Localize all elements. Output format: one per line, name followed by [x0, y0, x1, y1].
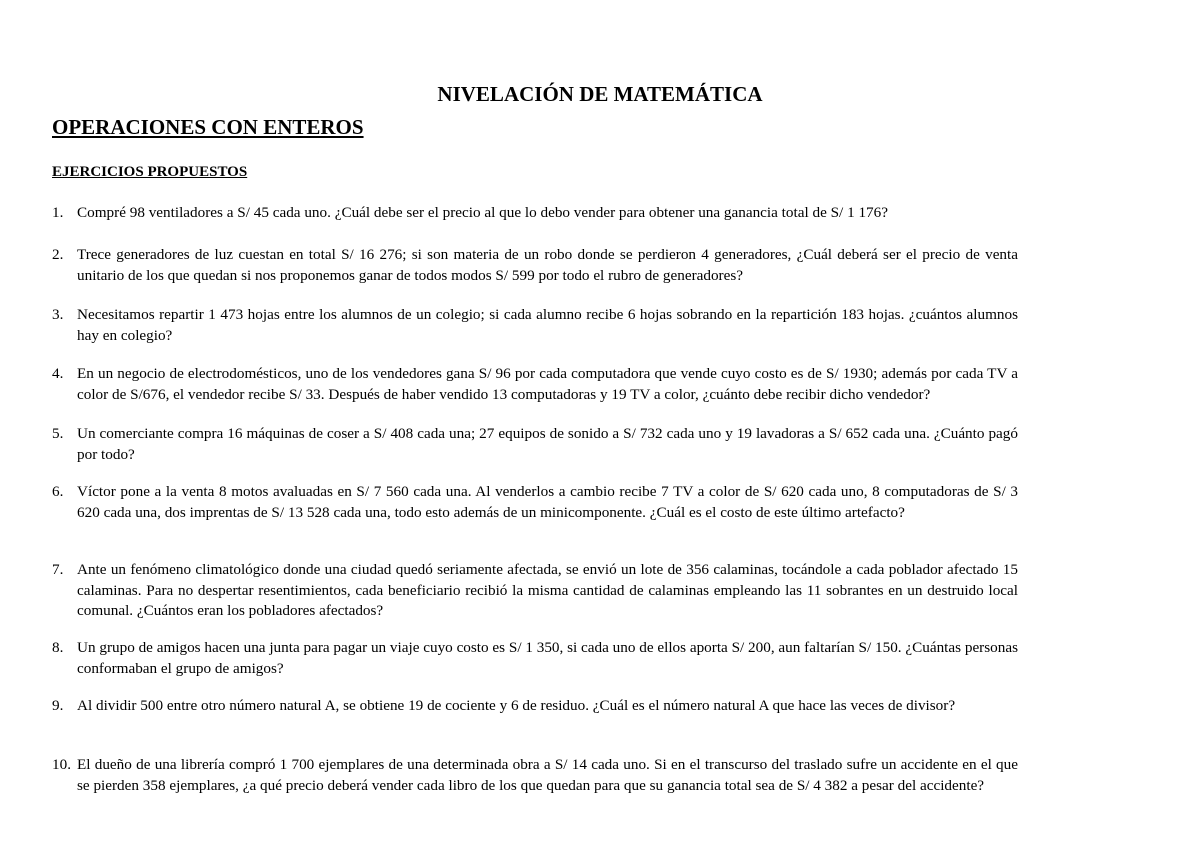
- exercise-text: Necesitamos repartir 1 473 hojas entre los alumnos de un colegio; si cada alumno recibe 6 hojas sobrando en la repartición 183 hojas. ¿cuántos alumnos hay en colegio?: [77, 306, 1018, 344]
- exercise-item: [52, 305, 1018, 346]
- exercise-number: 8.: [52, 639, 64, 656]
- exercise-text: Un comerciante compra 16 máquinas de coser a S/ 408 cada una; 27 equipos de sonido a S/ 732 cada uno y 19 lavadoras a S/ 652 cada una. ¿Cuánto pagó por todo?: [77, 425, 1018, 463]
- exercise-item: [52, 245, 1018, 286]
- exercise-text: Víctor pone a la venta 8 motos avaluadas en S/ 7 560 cada una. Al venderlos a cambio recibe 7 TV a color de S/ 620 cada uno, 8 computadoras de S/ 3 620 cada una, dos imprentas de S/ 13 528 cada una, todo esto además de un minicomponente. ¿Cuál es el costo de este último artefacto?: [77, 483, 1018, 521]
- exercise-number: 2.: [52, 246, 64, 263]
- exercise-number: 10.: [52, 756, 71, 773]
- exercise-number: 5.: [52, 425, 64, 442]
- exercise-number: 6.: [52, 483, 64, 500]
- exercise-item: [52, 560, 1018, 622]
- exercise-text: Compré 98 ventiladores a S/ 45 cada uno. ¿Cuál debe ser el precio al que lo debo vender para obtener una ganancia total de S/ 1 176?: [77, 204, 888, 221]
- exercise-item: [52, 364, 1018, 405]
- exercise-text: Ante un fenómeno climatológico donde una ciudad quedó seriamente afectada, se envió un lote de 356 calaminas, tocándole a cada poblador afectado 15 calaminas. Para no despertar resentimientos, cada beneficiario recibió la misma cantidad de calaminas empleando las 11 sobrantes en un destruido local comunal. ¿Cuántos eran los pobladores afectados?: [77, 561, 1018, 619]
- exercise-number: 4.: [52, 365, 64, 382]
- exercise-text: Al dividir 500 entre otro número natural A, se obtiene 19 de cociente y 6 de residuo. ¿Cuál es el número natural A que hace las veces de divisor?: [77, 697, 956, 714]
- exercise-text: Un grupo de amigos hacen una junta para pagar un viaje cuyo costo es S/ 1 350, si cada uno de ellos aporta S/ 200, aun faltarían S/ 150. ¿Cuántas personas conformaban el grupo de amigos?: [77, 639, 1018, 677]
- exercise-number: 3.: [52, 306, 64, 323]
- exercise-item: [52, 638, 1018, 679]
- exercise-text: En un negocio de electrodomésticos, uno de los vendedores gana S/ 96 por cada computadora que vende cuyo costo es de S/ 1930; además por cada TV a color de S/676, el vendedor recibe S/ 33. Después de haber vendido 13 computadoras y 19 TV a color, ¿cuánto debe recibir dicho vendedor?: [77, 365, 1018, 403]
- exercise-number: 9.: [52, 697, 64, 714]
- document-title: NIVELACIÓN DE MATEMÁTICA: [437, 82, 763, 106]
- exercise-item: [52, 424, 1018, 465]
- subsection-heading: EJERCICIOS PROPUESTOS: [52, 164, 248, 180]
- section-heading: OPERACIONES CON ENTEROS: [52, 115, 364, 139]
- exercise-item: [52, 482, 1018, 523]
- exercise-text: Trece generadores de luz cuestan en total S/ 16 276; si son materia de un robo donde se perdieron 4 generadores, ¿Cuál deberá ser el precio de venta unitario de los que quedan si nos proponemos ganar de todos modos S/ 599 por todo el rubro de generadores?: [77, 246, 1018, 284]
- exercise-text: El dueño de una librería compró 1 700 ejemplares de una determinada obra a S/ 14 cada uno. Si en el transcurso del traslado sufre un accidente en el que se pierden 358 ejemplares, ¿a qué precio deberá vender cada libro de los que quedan para que su ganancia total sea de S/ 4 382 a pesar del accidente?: [77, 756, 1018, 794]
- exercise-item: [52, 203, 1018, 224]
- exercise-number: 1.: [52, 204, 64, 221]
- exercise-number: 7.: [52, 561, 64, 578]
- exercise-item: [52, 696, 1018, 717]
- exercise-item: [52, 755, 1018, 796]
